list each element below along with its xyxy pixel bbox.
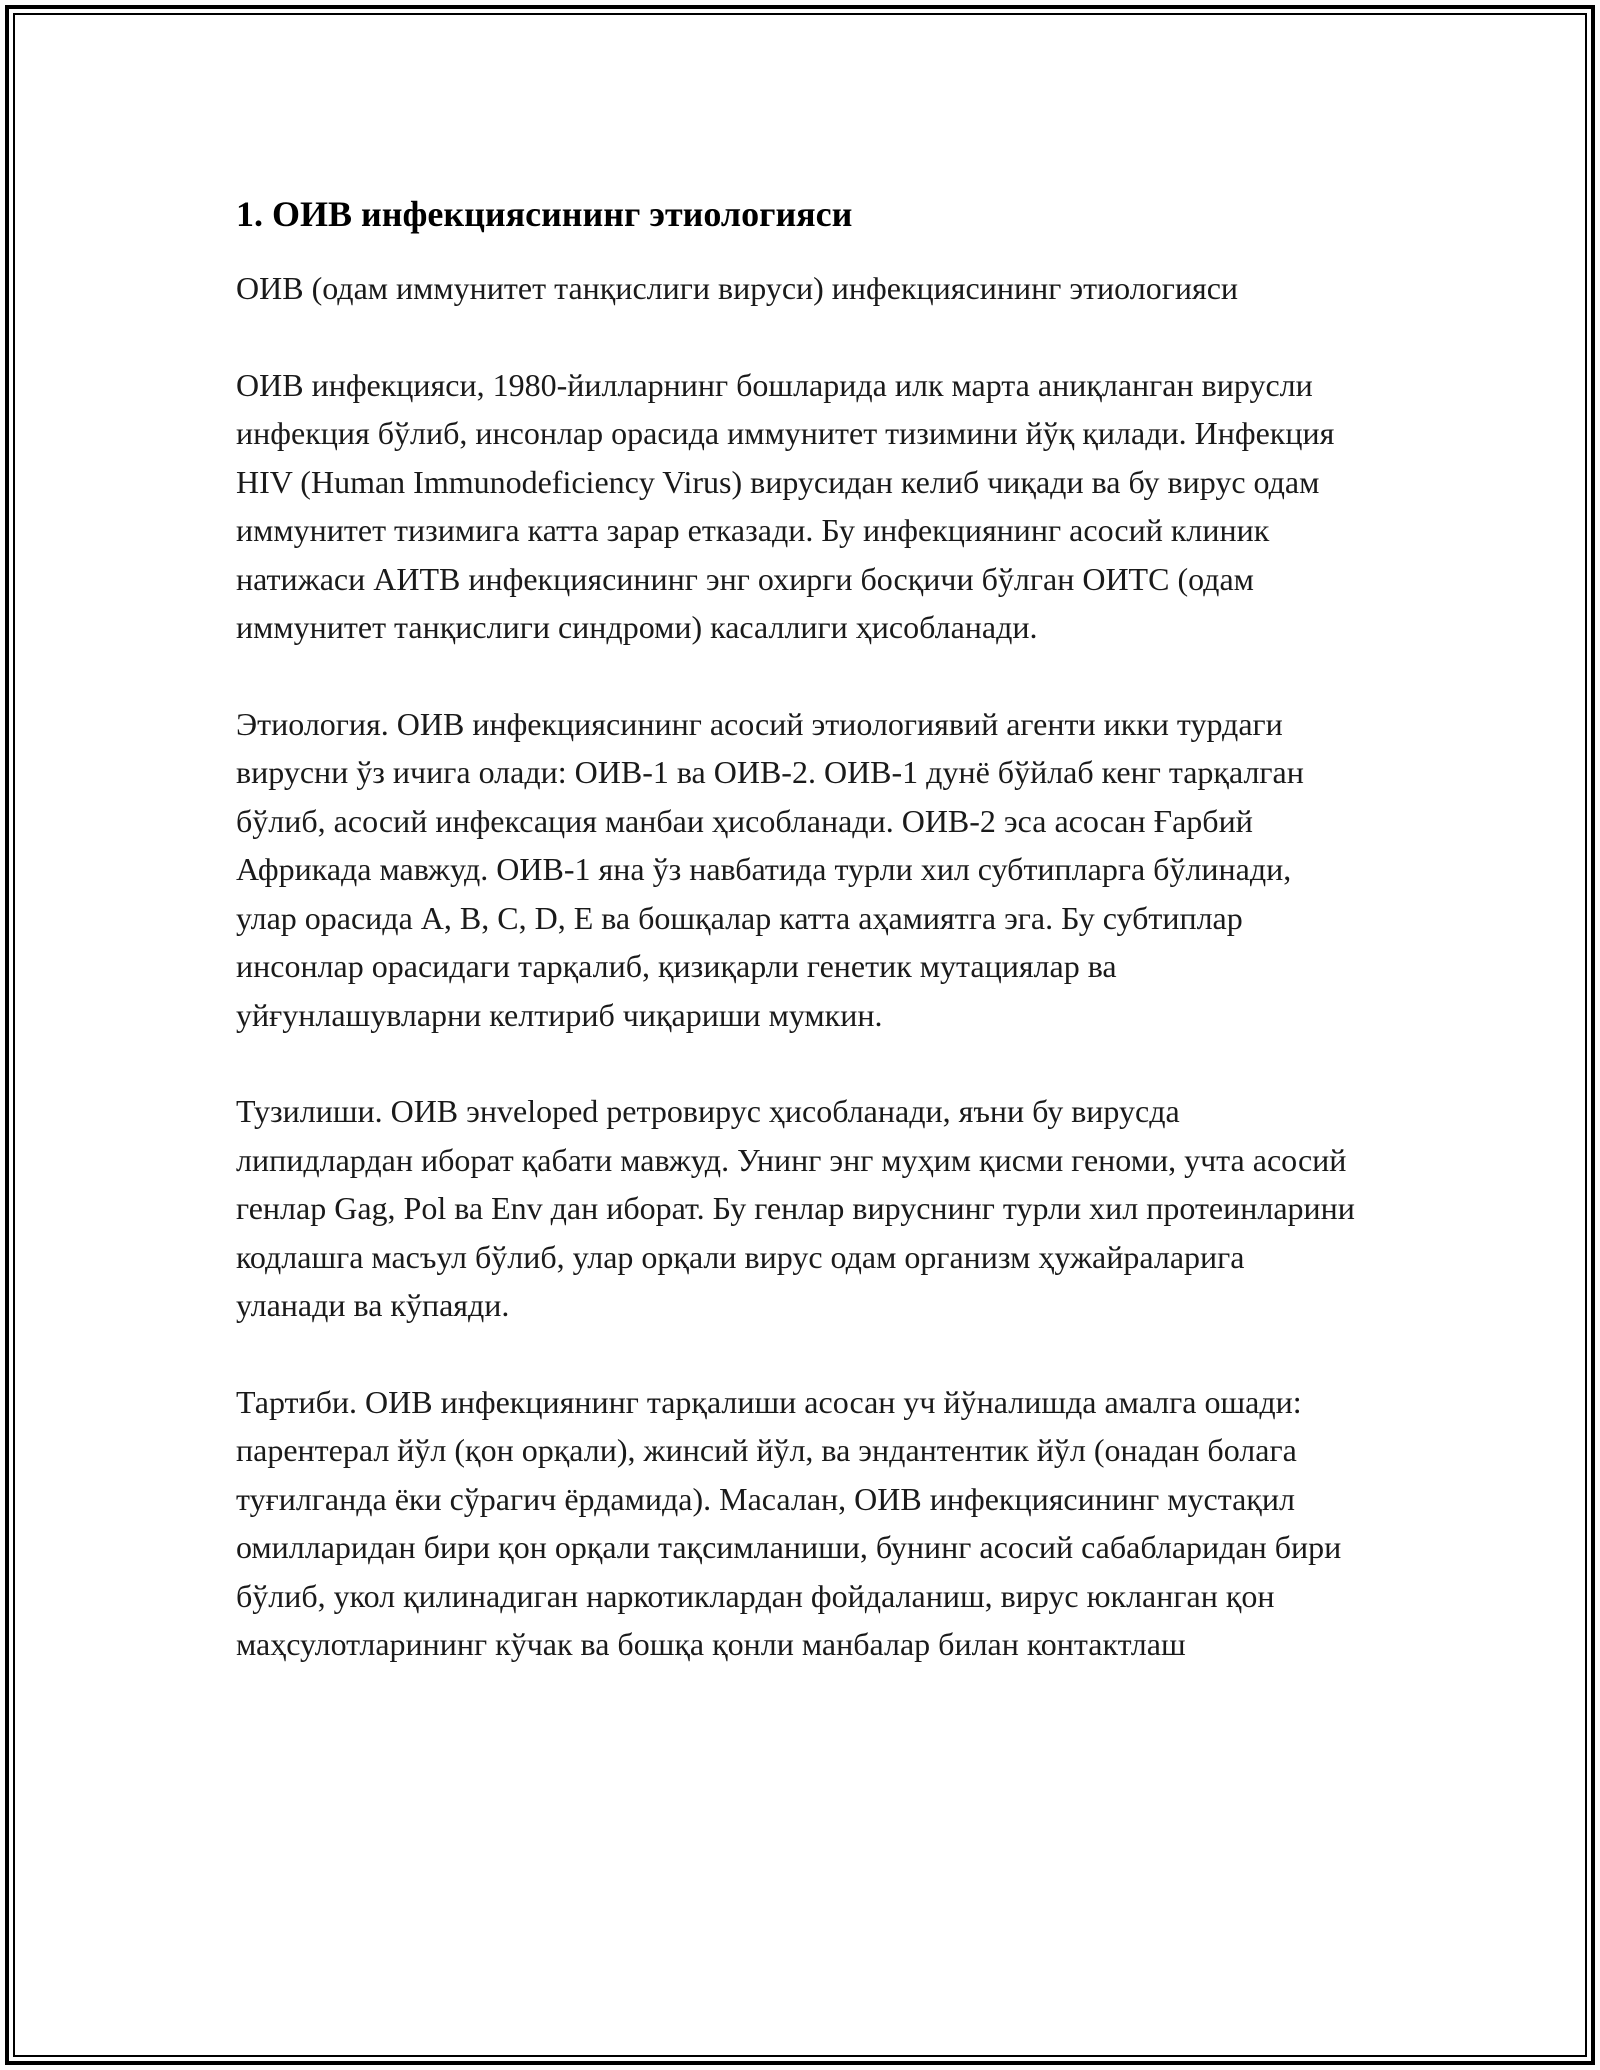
document-title: 1. ОИВ инфекциясининг этиологияси: [236, 194, 853, 234]
paragraph-transmission: Тартиби. ОИВ инфекциянинг тарқалиши асосан уч йўналишда амалга ошади: парентерал йўл (қон орқали), жинсий йўл, ва эндантентик йўл (онадан болага туғилганда ёки сўрагич ёрдамида). Масалан, ОИВ инфекциясининг мустақил омилларидан бири қон орқали тақсимланиши, бунинг асосий сабабларидан бири бўлиб, укол қилинадиган наркотиклардан фойдаланиш, вирус юкланган қон маҳсулотларининг кўчак ва бошқа қонли манбалар билан контактлаш: [236, 1383, 1342, 1662]
paragraph-introduction: ОИВ инфекцияси, 1980-йилларнинг бошларида илк марта аниқланган вирусли инфекция бўлиб, инсонлар орасида иммунитет тизимини йўқ қилади. Инфекция HIV (Human Immunodeficiency Virus) вирусидан келиб чиқади ва бу вирус одам иммунитет тизимига катта зарар етказади. Бу инфекциянинг асосий клиник натижаси АИТВ инфекциясининг энг охирги босқичи бўлган ОИТС (одам иммунитет танқислиги синдроми) касаллиги ҳисобланади.: [236, 366, 1335, 645]
document-body: [236, 186, 1356, 1669]
paragraph-structure: Тузилиши. ОИВ энveloped ретровирус ҳисобланади, яъни бу вирусда липидлардан иборат қабати мавжуд. Унинг энг муҳим қисми геноми, учта асосий генлар Gag, Pol ва Env дан иборат. Бу генлар вируснинг турли хил протеинларини кодлашга масъул бўлиб, улар орқали вирус одам организм ҳужайраларига уланади ва кўпаяди.: [236, 1093, 1355, 1323]
paragraph-etiology: Этиология. ОИВ инфекциясининг асосий этиологиявий агенти икки турдаги вирусни ўз ичига олади: ОИВ-1 ва ОИВ-2. ОИВ-1 дунё бўйлаб кенг тарқалган бўлиб, асосий инфексация манбаи ҳисобланади. ОИВ-2 эса асосан Ғарбий Африкада мавжуд. ОИВ-1 яна ўз навбатида турли хил субтипларга бўлинади, улар орасида A, B, C, D, E ва бошқалар катта аҳамиятга эга. Бу субтиплар инсонлар орасидаги тарқалиб, қизиқарли генетик мутациялар ва уйғунлашувларни келтириб чиқариши мумкин.: [236, 705, 1304, 1033]
paragraph-subtitle: ОИВ (одам иммунитет танқислиги вируси) инфекциясининг этиологияси: [236, 270, 1239, 306]
